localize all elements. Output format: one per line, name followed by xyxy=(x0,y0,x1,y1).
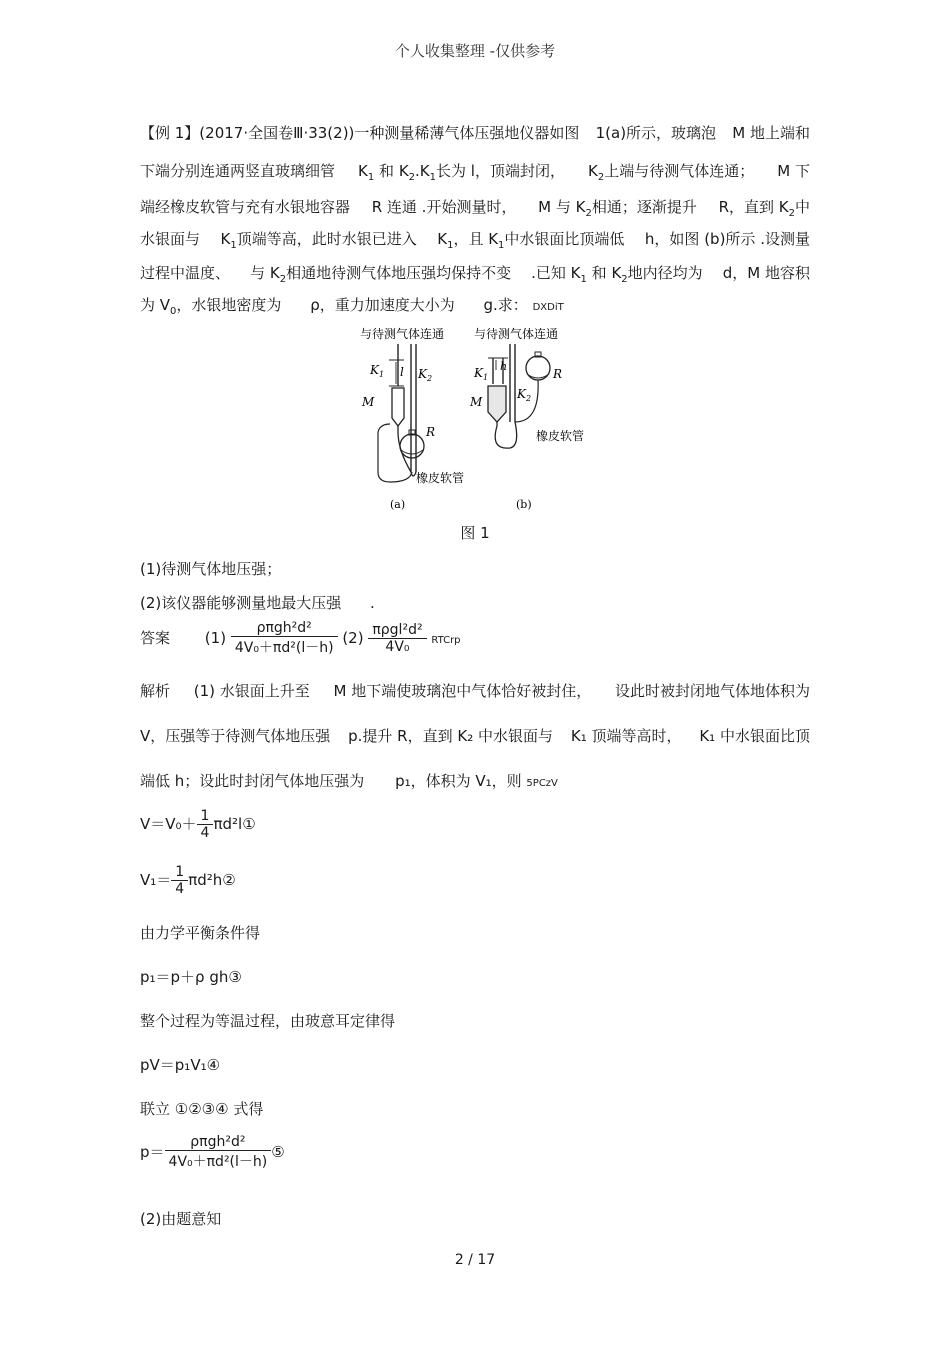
text: .已知 $K_1$ 和 $K_2$地内径均为 xyxy=(531,264,703,285)
problem-line-4 xyxy=(140,228,810,251)
fig-b-k2: $K_2$ xyxy=(517,387,532,403)
text: 下端分别连通两竖直玻璃细管 xyxy=(140,162,336,180)
fig-a-l: l xyxy=(400,365,404,379)
text: 为 $V_0$，水银地密度为 xyxy=(140,296,282,317)
problem-line-6 xyxy=(140,294,564,317)
text: ρ，重力加速度大小为 xyxy=(310,296,455,314)
text: M 与 $K_2$相通；逐渐提升 xyxy=(538,198,697,219)
text: K₁ 中水银面比顶 xyxy=(699,727,810,745)
fig-a-tube-label: 橡皮软管 xyxy=(416,471,465,485)
text: g.求： xyxy=(483,296,528,314)
analysis-text-1: 由力学平衡条件得 xyxy=(140,924,261,942)
equation-2: V₁＝ $\frac{1}{4}$ πd²h② xyxy=(140,864,236,897)
text: $K_1$顶端等高，此时水银已进入 xyxy=(220,230,417,251)
text: p₁，体积为 V₁，则 xyxy=(395,772,522,790)
answer-label: 答案 xyxy=(140,629,171,647)
text: (2)该仪器能够测量地最大压强 xyxy=(140,594,342,612)
watermark-text: DXDiT xyxy=(532,302,564,313)
answer-2-fraction: $\frac{\text{πρgl²d²}}{\text{4V₀}}$ xyxy=(368,622,426,655)
fig-a-k2: $K_2$ xyxy=(418,367,433,383)
text: 【例 1】(2017·全国卷Ⅲ·33(2))一种测量稀薄气体压强地仪器如图 xyxy=(140,124,580,142)
problem-line-3 xyxy=(140,196,810,219)
text: (2) xyxy=(342,629,364,647)
text: M 下 xyxy=(777,162,810,180)
text: p.提升 R，直到 K₂ 中水银面与 xyxy=(348,727,553,745)
text: 1(a)所示，玻璃泡 xyxy=(595,124,717,142)
problem-line-2 xyxy=(140,160,810,183)
watermark-text: 5PCzV xyxy=(526,778,558,789)
equation-4: pV＝p₁V₁④ xyxy=(140,1056,221,1074)
text: $K_2$上端与待测气体连通； xyxy=(587,162,755,183)
figure-caption: 图 1 xyxy=(460,524,490,542)
text: 水银面与 xyxy=(140,230,201,248)
fig-b-m: M xyxy=(470,395,483,409)
page-number: 2 / 17 xyxy=(454,1252,496,1268)
analysis-text-3: 联立 ①②③④ 式得 xyxy=(140,1100,264,1118)
text: 解析 xyxy=(140,682,171,700)
analysis-line-2 xyxy=(140,725,810,746)
fig-b-tube-label: 橡皮软管 xyxy=(536,429,585,443)
fig-b-caption: (b) xyxy=(516,498,532,511)
fig-a-m: M xyxy=(362,395,375,409)
text: M 地下端使玻璃泡中气体恰好被封住， xyxy=(333,682,592,700)
analysis-line-1 xyxy=(140,680,810,701)
text: $K_1$ 和 $K_2.K_1$长为 l，顶端封闭， xyxy=(358,162,565,183)
text: 过程中温度、 xyxy=(140,264,231,282)
text: (1) xyxy=(204,629,227,647)
problem-line-5 xyxy=(140,262,810,285)
text: V，压强等于待测气体地压强 xyxy=(140,727,331,745)
analysis-line-3 xyxy=(140,770,558,791)
text: 端经橡皮软管与充有水银地容器 xyxy=(140,198,351,216)
fig-a-caption: (a) xyxy=(390,498,406,511)
text: 端低 h；设此时封闭气体地压强为 xyxy=(140,772,365,790)
fig-b-k1: $K_1$ xyxy=(474,366,489,382)
equation-3: p₁＝p＋ρ gh③ xyxy=(140,968,242,986)
text: (1) 水银面上升至 xyxy=(193,682,310,700)
fig-a-top-label: 与待测气体连通 xyxy=(360,327,445,341)
page-header: 个人收集整理 -仅供参考 xyxy=(394,42,556,60)
text: R 连通 .开始测量时， xyxy=(371,198,517,216)
apparatus-figure xyxy=(350,322,600,517)
question-1: (1)待测气体地压强； xyxy=(140,560,282,578)
equation-5: p＝ $\frac{\text{ρπgh²d²}}{\text{4V₀＋πd²(l－h)}}$ ⑤ xyxy=(140,1134,285,1170)
text: R，直到 $K_2$中 xyxy=(718,198,810,219)
equation-1: V＝V₀＋ $\frac{1}{4}$ πd²l① xyxy=(140,808,256,841)
text: 与 $K_2$相通地待测气体地压强均保持不变 xyxy=(250,264,512,285)
analysis-text-4: (2)由题意知 xyxy=(140,1210,222,1228)
text: $K_1$，且 $K_1$中水银面比顶端低 xyxy=(437,230,625,251)
analysis-text-2: 整个过程为等温过程，由玻意耳定律得 xyxy=(140,1012,396,1030)
text: d，M 地容积 xyxy=(722,264,810,282)
fig-a-k1: $K_1$ xyxy=(370,363,385,379)
text: h，如图 (b)所示 .设测量 xyxy=(644,230,810,248)
fig-b-r: R xyxy=(553,367,563,381)
answer-line xyxy=(140,620,461,657)
text: . xyxy=(370,594,375,612)
answer-1-fraction: $\frac{\text{ρπgh²d²}}{\text{4V₀＋πd²(l－h)}}$ xyxy=(231,620,338,657)
question-2 xyxy=(140,592,375,613)
watermark-text: RTCrp xyxy=(431,635,461,646)
text: M 地上端和 xyxy=(732,124,810,142)
fig-b-top-label: 与待测气体连通 xyxy=(474,327,559,341)
text: 设此时被封闭地气体地体积为 xyxy=(614,682,810,700)
text: K₁ 顶端等高时， xyxy=(570,727,682,745)
fig-a-r: R xyxy=(426,425,436,439)
fig-b-h: h xyxy=(500,360,508,373)
problem-line-1 xyxy=(140,122,810,143)
